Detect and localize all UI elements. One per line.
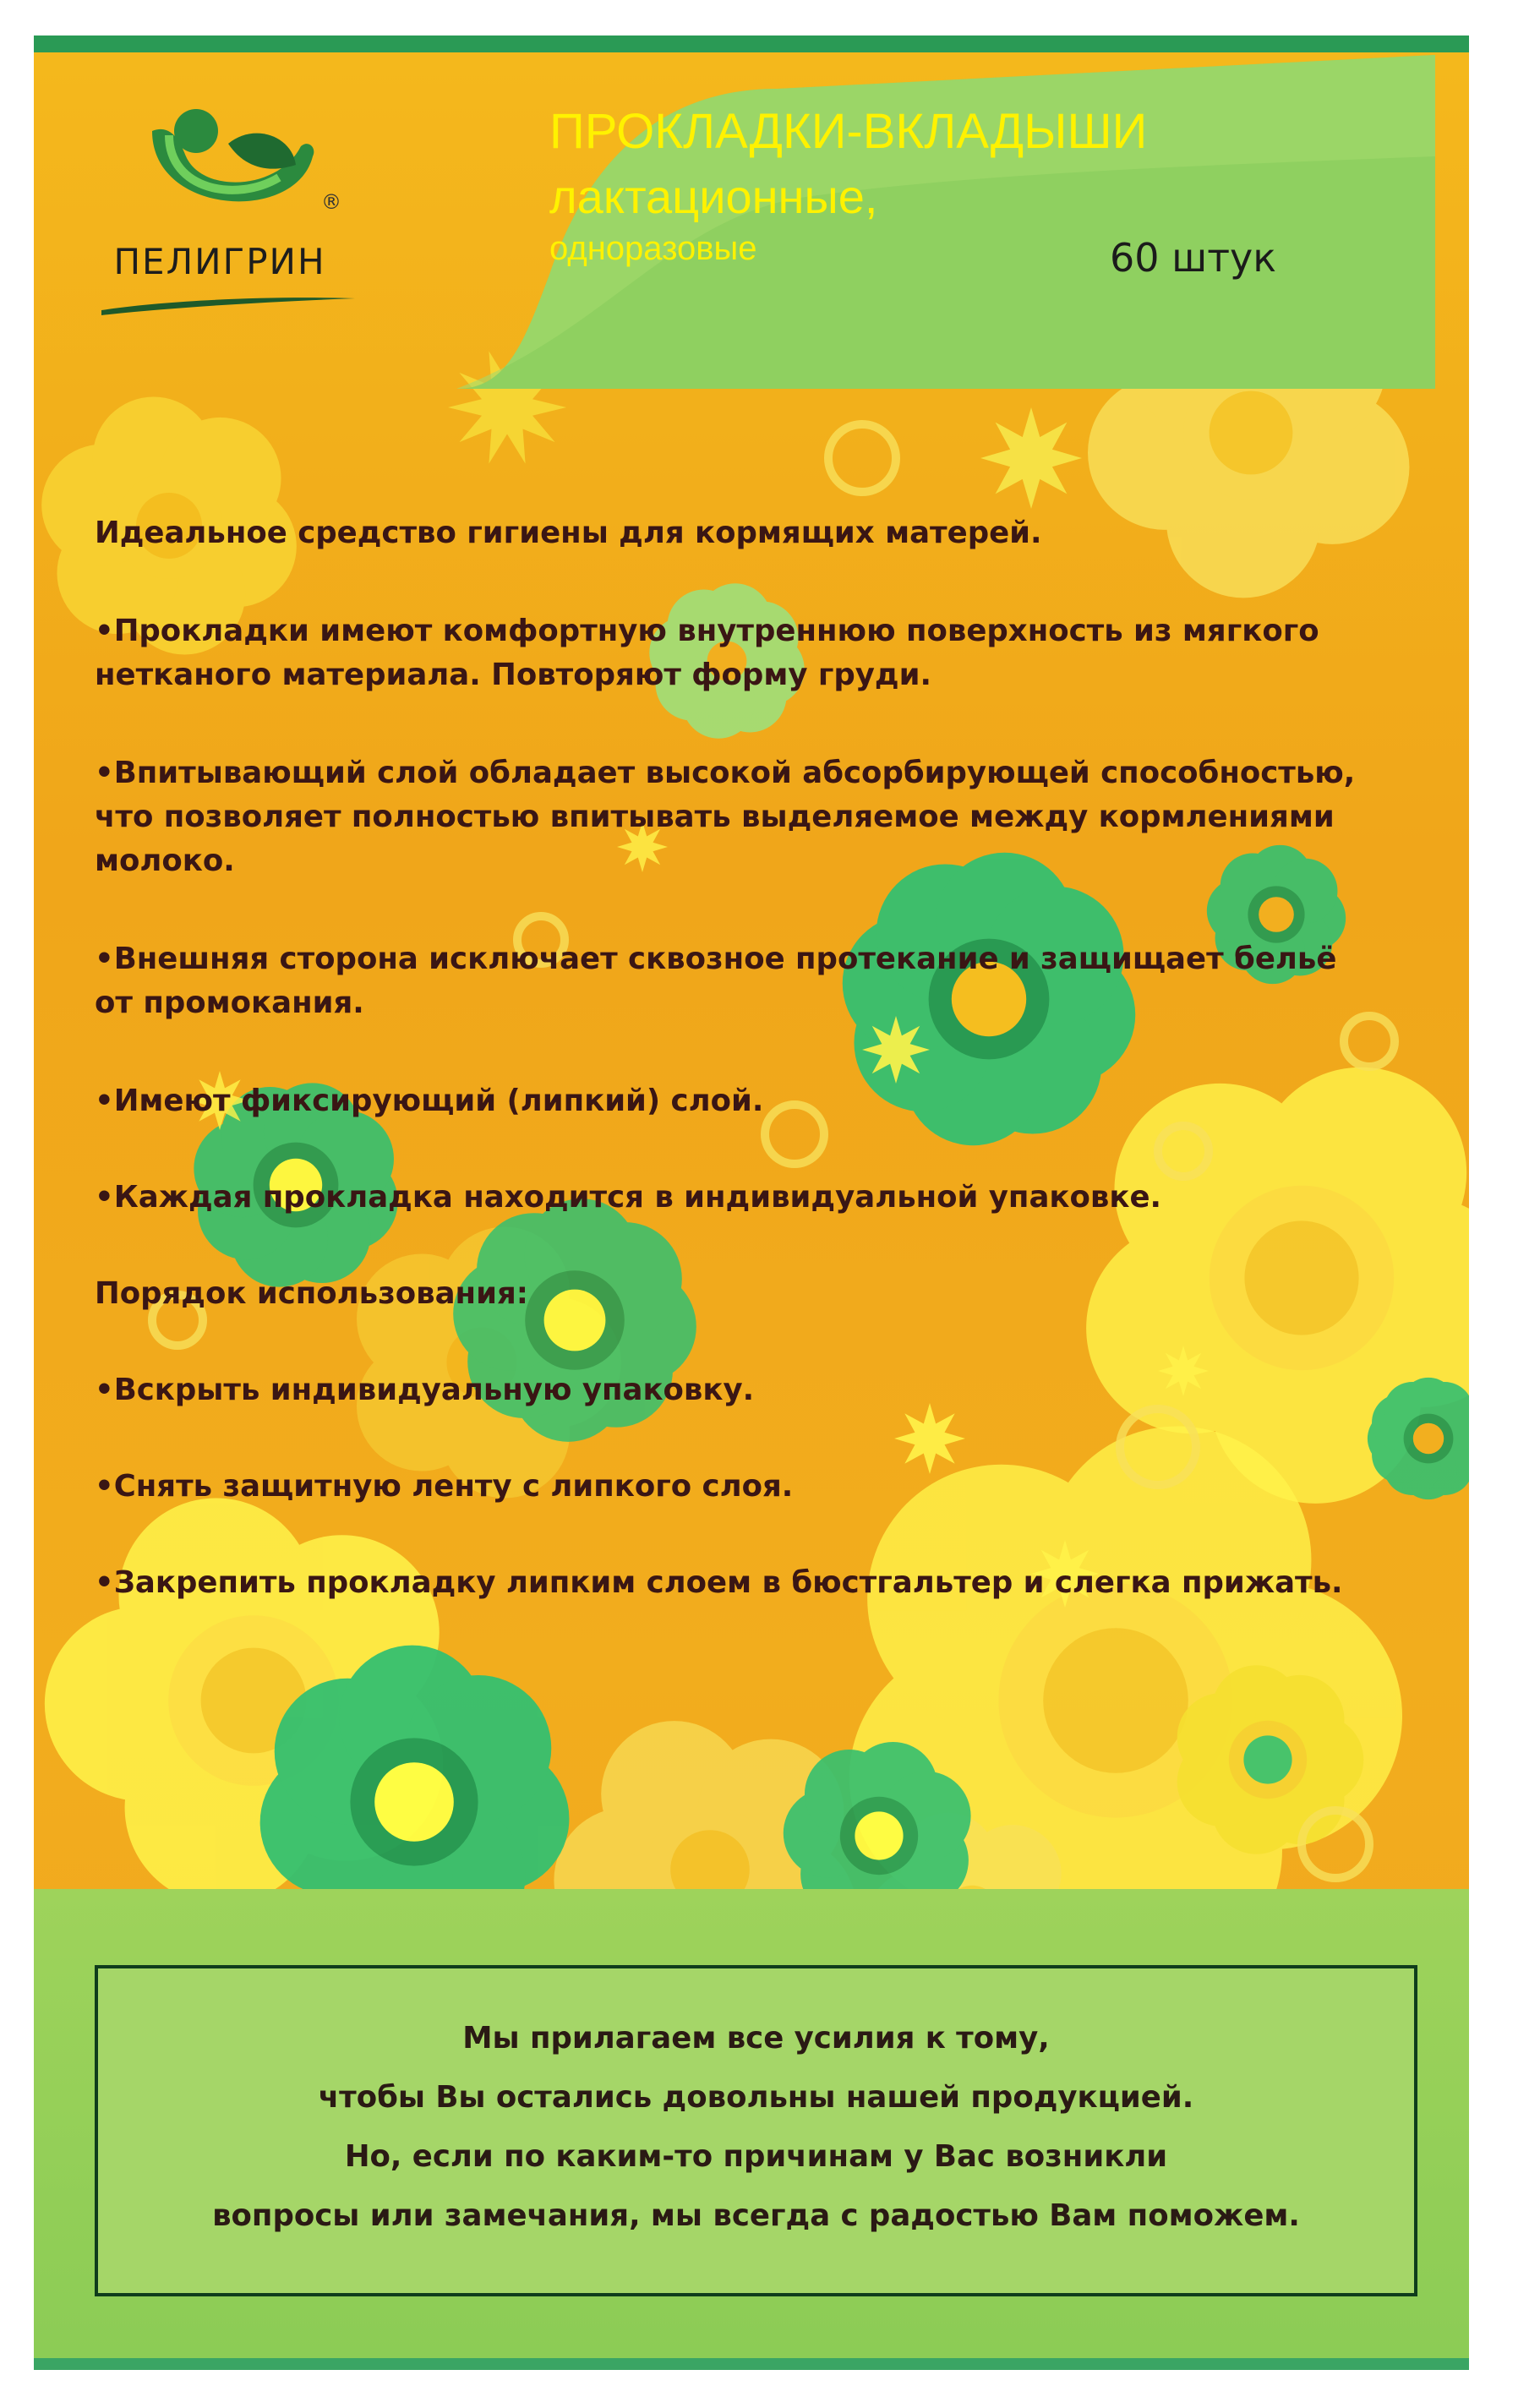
usage-step: •Вскрыть индивидуальную упаковку. xyxy=(95,1373,755,1407)
usage-step: •Снять защитную ленту с липкого слоя. xyxy=(95,1469,794,1504)
box-bottom-edge xyxy=(34,2358,1469,2370)
product-title: ПРОКЛАДКИ-ВКЛАДЫШИ xyxy=(549,104,1148,159)
notice-line: Но, если по каким-то причинам у Вас возникли xyxy=(344,2139,1168,2174)
description-item: •Каждая прокладка находится в индивидуальной упаковке. xyxy=(95,1180,1162,1215)
notice-text xyxy=(98,2009,1414,2246)
notice-line: Мы прилагаем все усилия к тому, xyxy=(462,2021,1050,2056)
description-item: •Впитывающий слой обладает высокой абсорбирующей способностью, что позволяет полностью впитывать выделяемое между кормлениями молоко. xyxy=(95,756,1356,878)
description-item: •Внешняя сторона исключает сквозное протекание и защищает бельё от промокания. xyxy=(95,942,1337,1020)
product-description xyxy=(95,511,1371,1659)
usage-heading: Порядок использования: xyxy=(95,1276,528,1311)
product-subtitle-2: одноразовые xyxy=(549,230,757,267)
notice-line: вопросы или замечания, мы всегда с радостью Вам поможем. xyxy=(212,2198,1300,2233)
peligrin-logo-icon xyxy=(135,97,321,241)
description-item: •Имеют фиксирующий (липкий) слой. xyxy=(95,1084,764,1118)
star-flower-icon xyxy=(980,407,1082,509)
product-count: 60 штук xyxy=(1110,235,1277,281)
description-intro: Идеальное средство гигиены для кормящих матерей. xyxy=(95,516,1042,550)
customer-notice-box xyxy=(95,1965,1417,2296)
ring-icon xyxy=(828,424,896,492)
notice-line: чтобы Вы остались довольны нашей продукцией. xyxy=(318,2080,1194,2115)
description-item: •Прокладки имеют комфортную внутреннюю поверхность из мягкого нетканого материала. Повторяют форму груди. xyxy=(95,614,1319,692)
usage-step: •Закрепить прокладку липким слоем в бюстгальтер и слегка прижать. xyxy=(95,1565,1343,1600)
product-subtitle: лактационные, xyxy=(549,170,878,223)
brand-name: ПЕЛИГРИН xyxy=(113,241,326,282)
brand-logo xyxy=(68,51,355,321)
registered-mark: ® xyxy=(321,190,341,214)
logo-underline-icon xyxy=(101,292,355,317)
